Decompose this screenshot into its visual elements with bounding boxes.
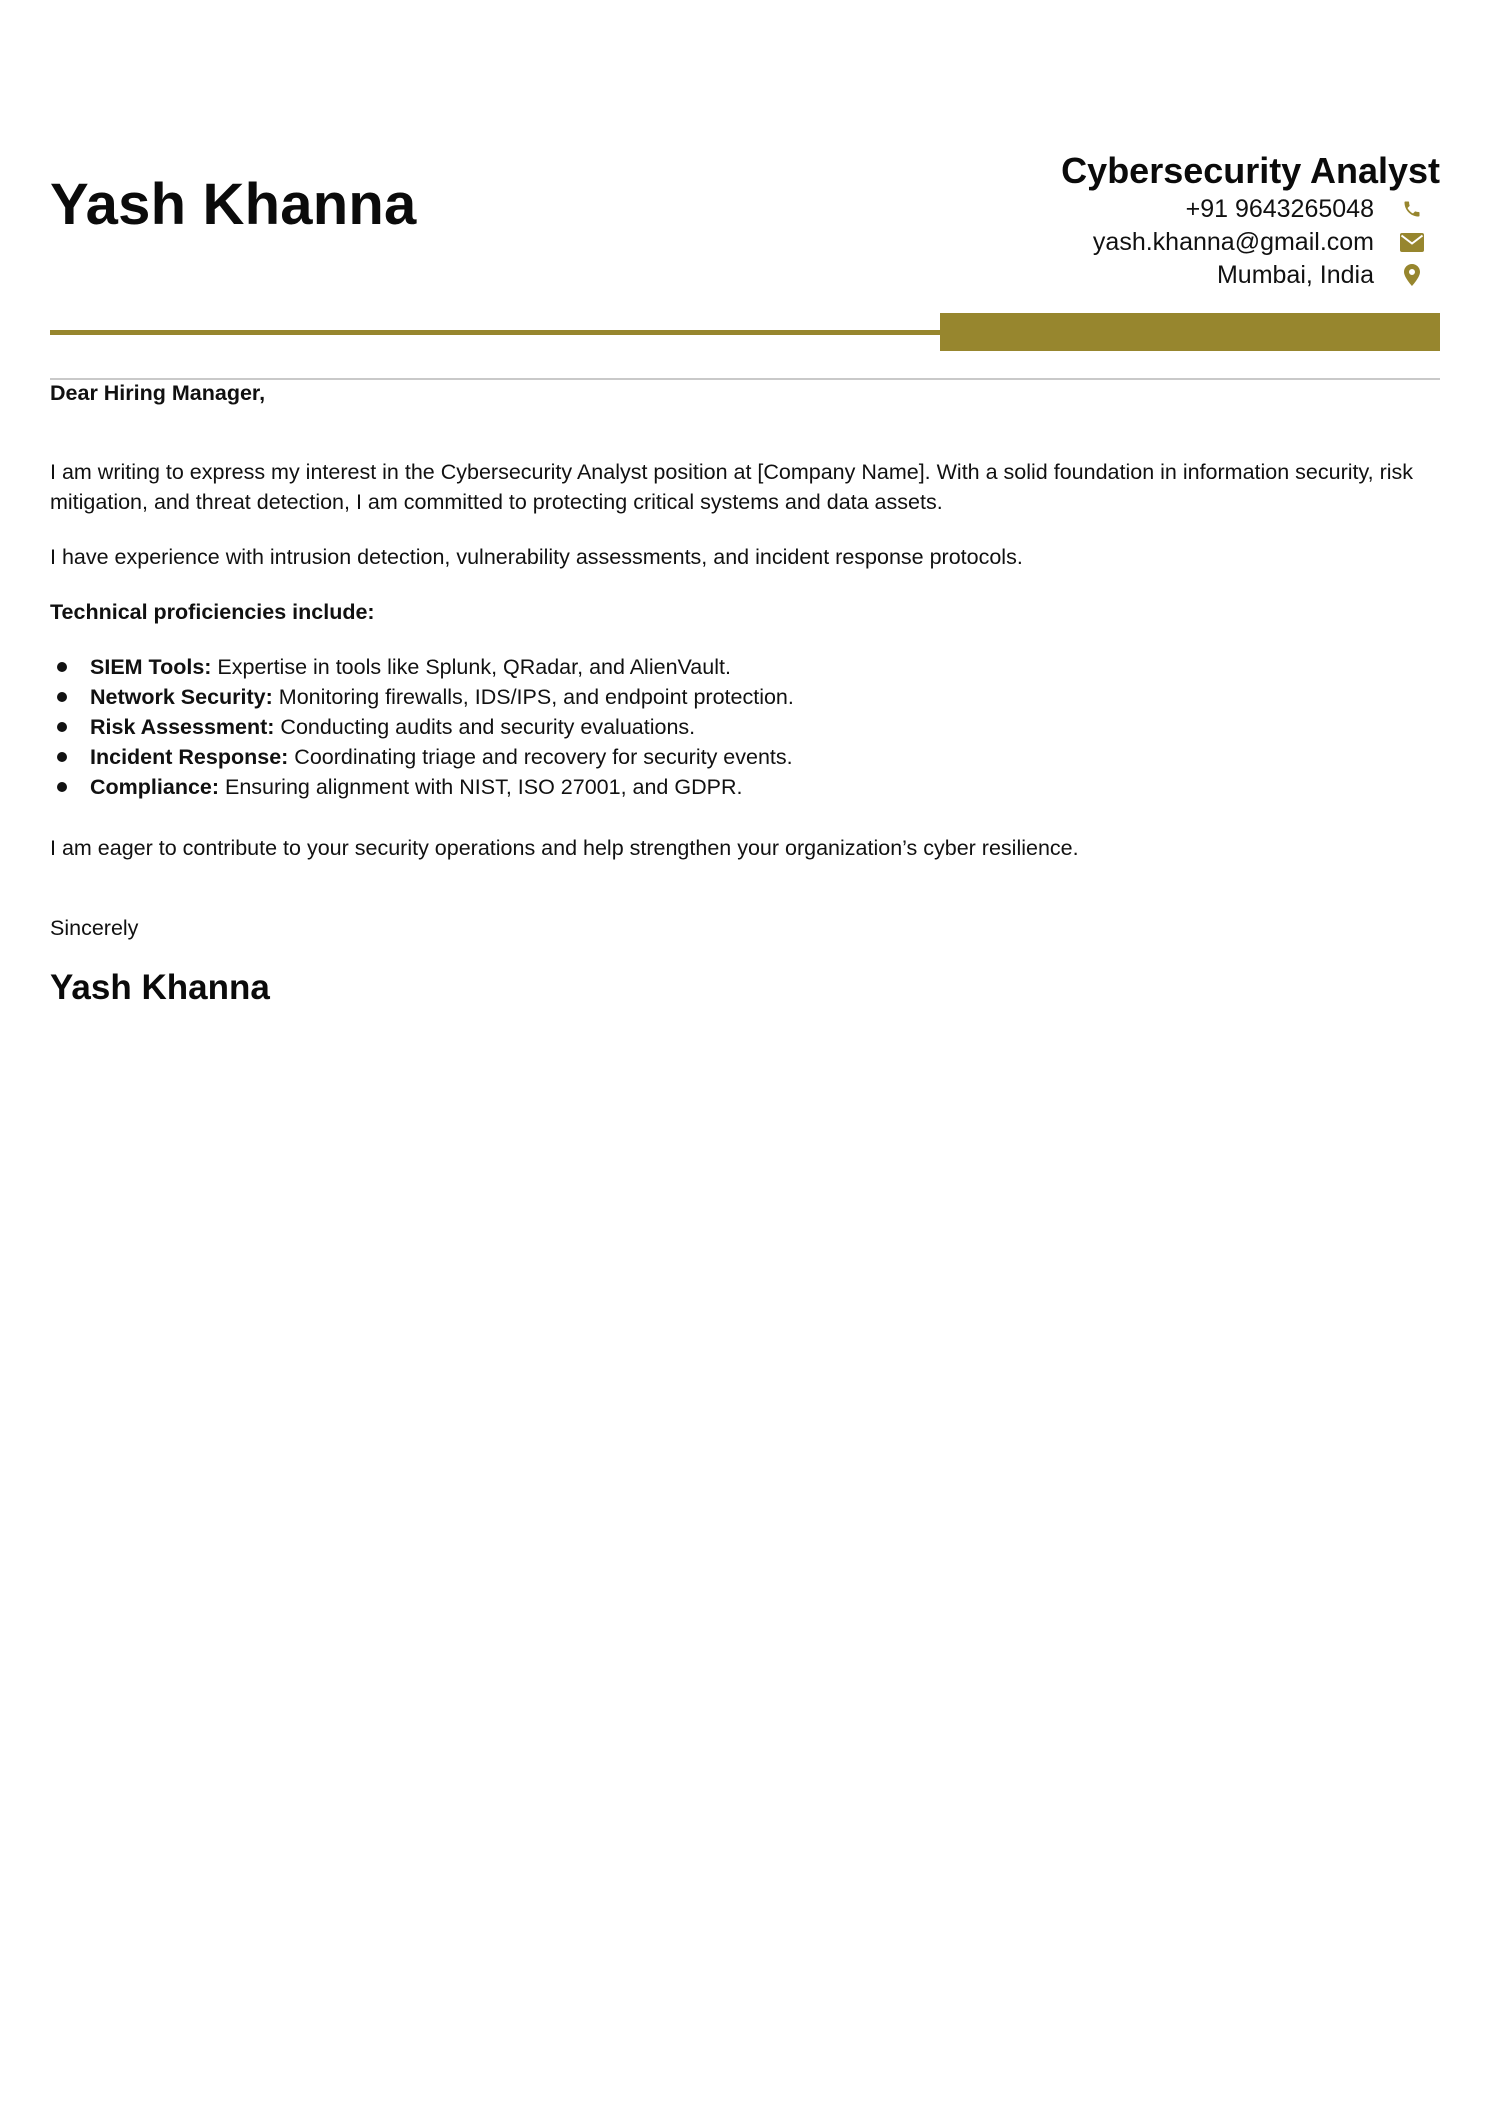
location-text: Mumbai, India xyxy=(1216,260,1374,289)
skill-label: SIEM Tools: xyxy=(90,655,212,679)
list-item xyxy=(50,652,1440,682)
header-accent-line xyxy=(50,330,950,335)
phone-number: +91 9643265048 xyxy=(1185,194,1374,223)
phone-icon xyxy=(1384,192,1440,226)
skill-label: Compliance: xyxy=(90,775,220,799)
skill-text: Ensuring alignment with NIST, ISO 27001, and GDPR. xyxy=(219,775,743,799)
contact-phone xyxy=(1186,192,1440,226)
closing-paragraph: I am eager to contribute to your security operations and help strengthen your organization’s cyber resilience. xyxy=(50,836,1079,860)
experience-paragraph: I have experience with intrusion detection, vulnerability assessments, and incident response protocols. xyxy=(50,545,1023,569)
skill-text: Monitoring firewalls, IDS/IPS, and endpoint protection. xyxy=(272,685,794,709)
skill-label: Incident Response: xyxy=(90,745,289,769)
skills-list xyxy=(50,652,1440,802)
list-item xyxy=(50,712,1440,742)
list-item xyxy=(50,682,1440,712)
list-item xyxy=(50,772,1440,802)
bullet-icon xyxy=(57,722,67,732)
header-accent-bar xyxy=(940,313,1440,351)
envelope-icon xyxy=(1384,225,1440,259)
sign-off: Sincerely xyxy=(50,916,139,940)
bullet-icon xyxy=(57,782,67,792)
skill-text: Expertise in tools like Splunk, QRadar, and AlienVault. xyxy=(211,655,731,679)
skill-text: Coordinating triage and recovery for security events. xyxy=(288,745,793,769)
skill-label: Risk Assessment: xyxy=(90,715,275,739)
map-pin-icon xyxy=(1384,258,1440,292)
skill-text: Conducting audits and security evaluations. xyxy=(274,715,696,739)
applicant-name: Yash Khanna xyxy=(50,172,417,237)
intro-paragraph: I am writing to express my interest in the Cybersecurity Analyst position at [Company Name]. With a solid foundation in information security, risk mitigation, and threat detection, I am committed to protecting critical systems and data assets. xyxy=(50,460,1414,514)
salutation: Dear Hiring Manager, xyxy=(50,381,266,405)
signature-name: Yash Khanna xyxy=(50,968,270,1007)
bullet-icon xyxy=(57,662,67,672)
email-address: yash.khanna@gmail.com xyxy=(1092,227,1374,256)
contact-email xyxy=(1093,225,1440,259)
bullet-icon xyxy=(57,692,67,702)
skill-label: Network Security: xyxy=(90,685,273,709)
proficiency-heading: Technical proficiencies include: xyxy=(50,600,375,624)
job-title: Cybersecurity Analyst xyxy=(1061,150,1440,191)
bullet-icon xyxy=(57,752,67,762)
list-item xyxy=(50,742,1440,772)
contact-location xyxy=(1217,258,1440,292)
